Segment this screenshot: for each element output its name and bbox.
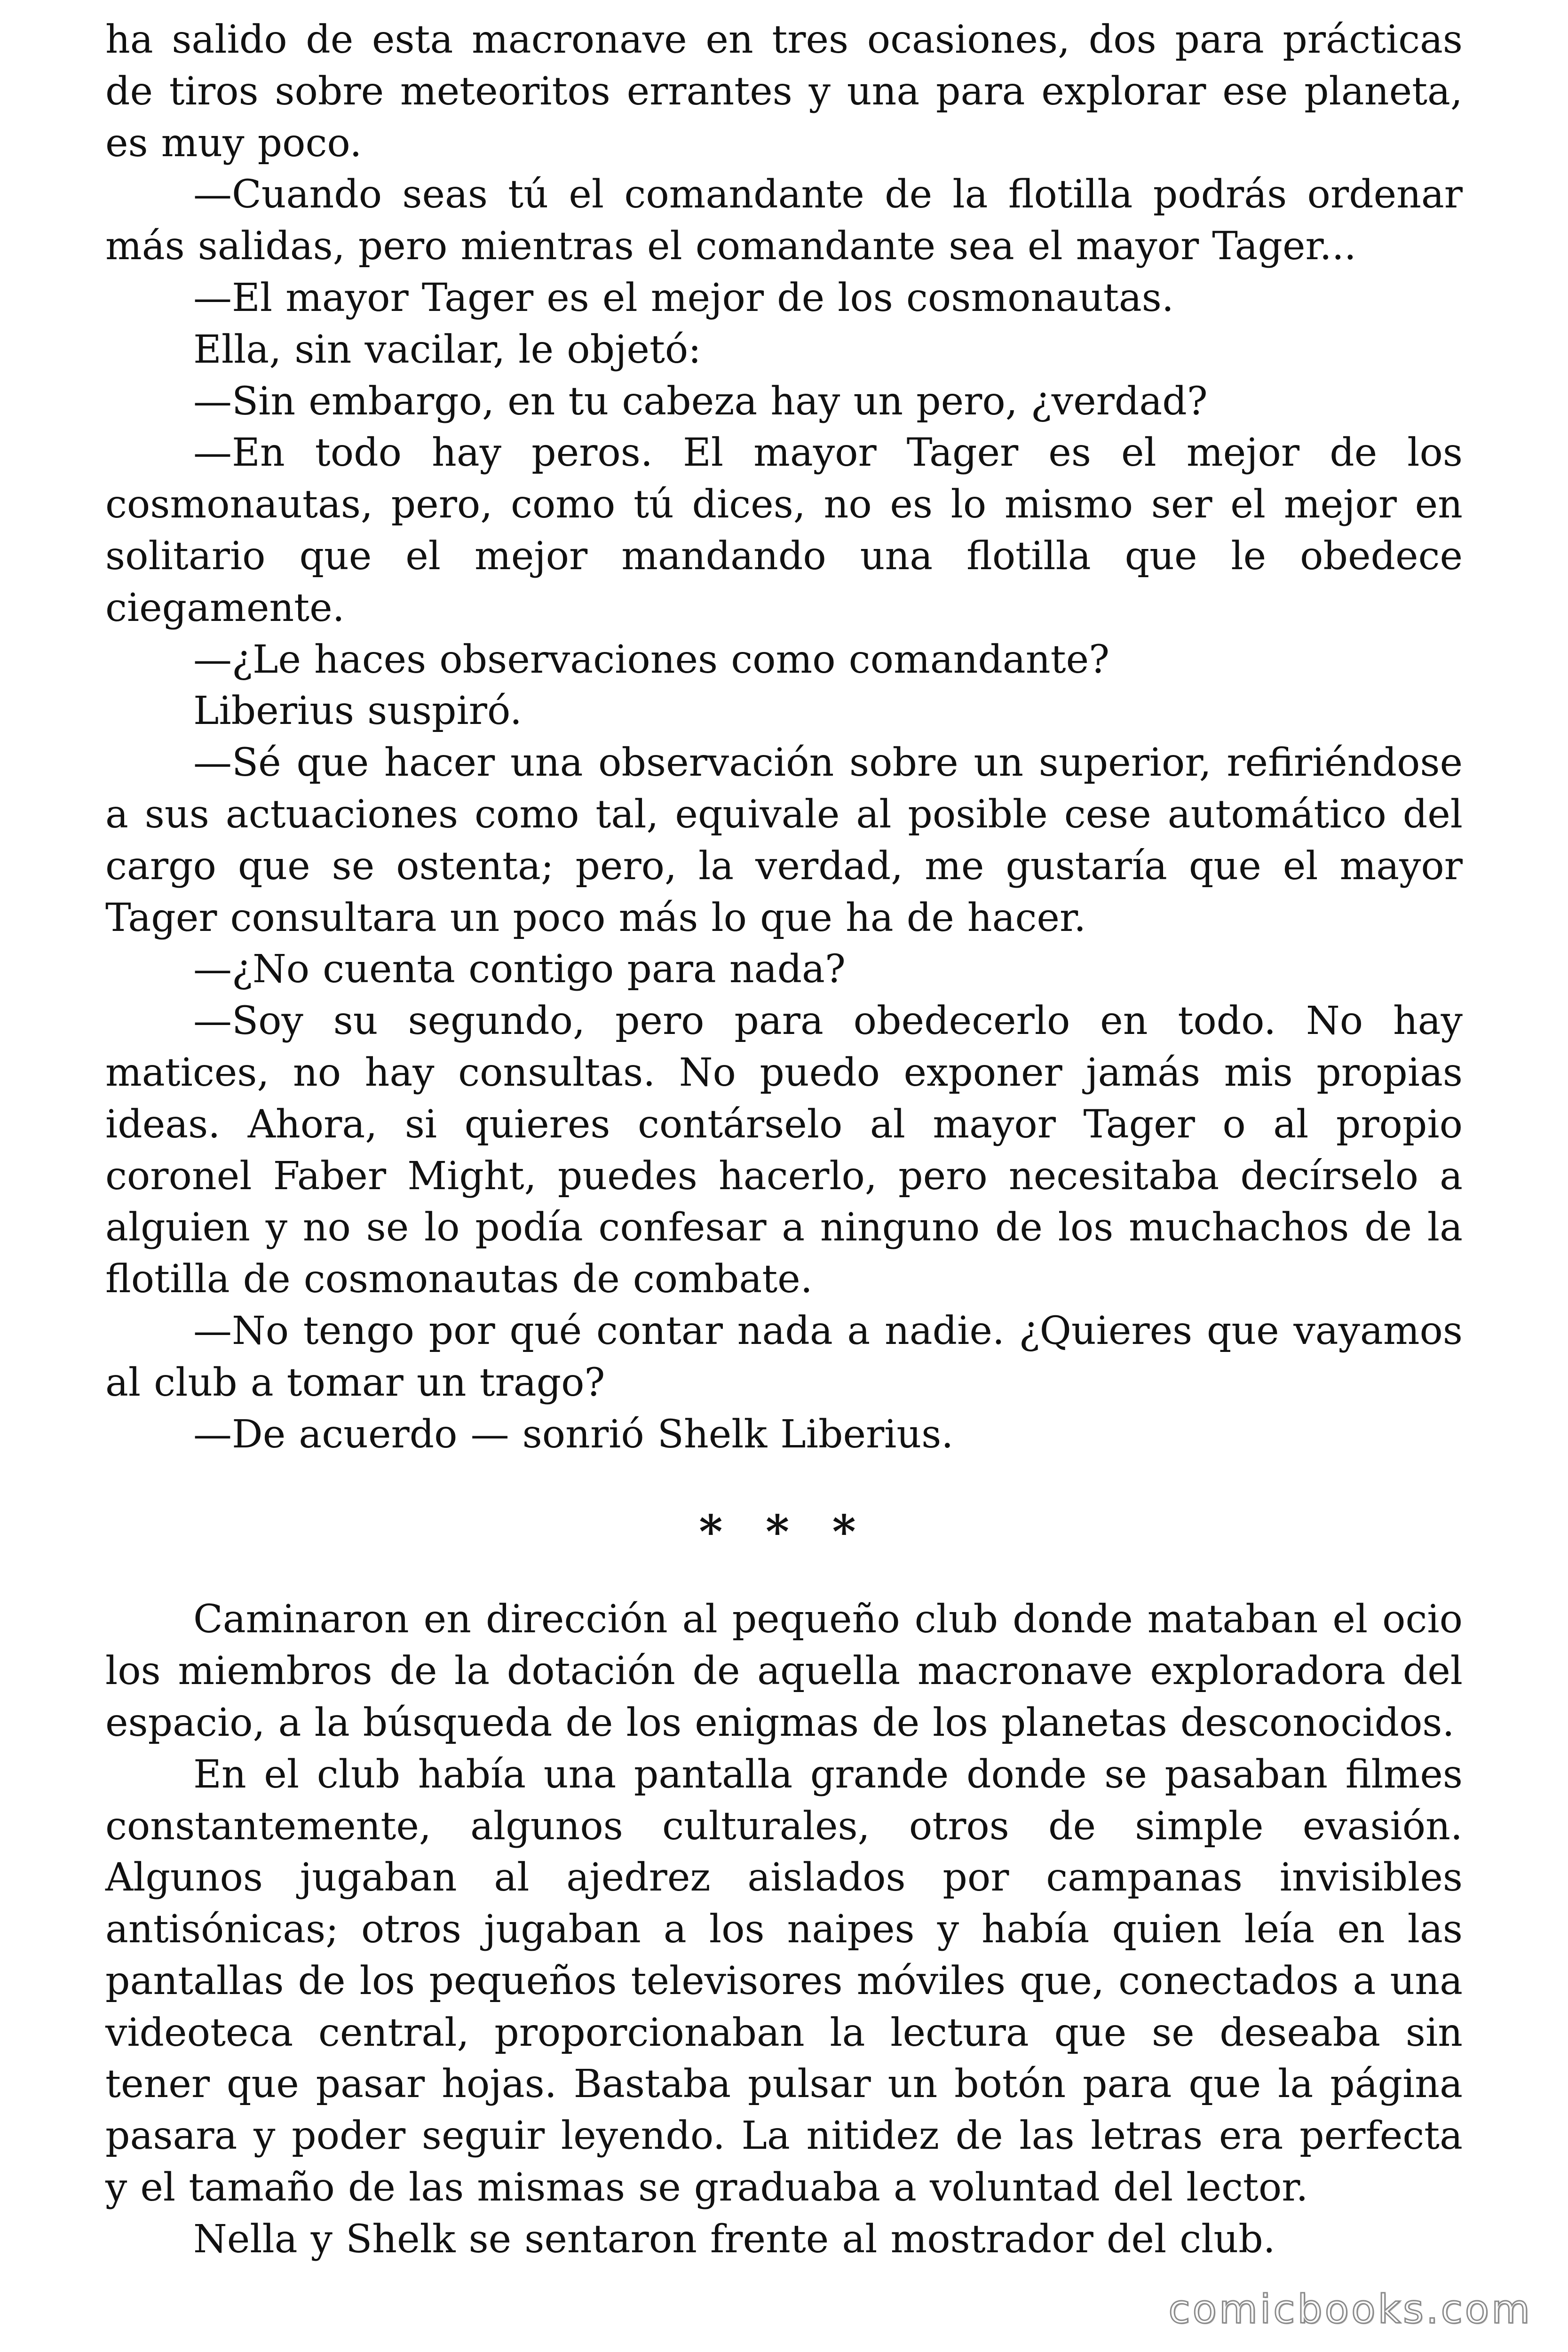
paragraph: ha salido de esta macronave en tres ocasiones, dos para prácticas de tiros sobre meteoritos errantes y una para explorar ese planeta, es muy poco. <box>105 17 1463 166</box>
paragraph: Caminaron en dirección al pequeño club donde mataban el ocio los miembros de la dotación de aquella macronave exploradora del espacio, a la búsqueda de los enigmas de los planetas desconocidos. <box>105 1597 1463 1745</box>
page-text <box>105 14 1463 2338</box>
paragraph: —¿Le haces observaciones como comandante? <box>193 637 1110 682</box>
paragraph: Nella y Shelk se sentaron frente al mostrador del club. <box>193 2217 1275 2262</box>
paragraph: Ella, sin vacilar, le objetó: <box>193 327 701 372</box>
paragraph: —Sin embargo, en tu cabeza hay un pero, ¿verdad? <box>193 379 1208 424</box>
paragraph: —No tengo por qué contar nada a nadie. ¿Quieres que vayamos al club a tomar un trago? <box>105 1308 1463 1405</box>
paragraph: —De acuerdo — sonrió Shelk Liberius. <box>193 1412 954 1457</box>
watermark: comicbooks.com <box>1168 2286 1532 2332</box>
paragraph: —Cuando seas tú el comandante de la flotilla podrás ordenar más salidas, pero mientras el comandante sea el mayor Tager... <box>105 172 1463 269</box>
paragraph: —Sé que hacer una observación sobre un superior, refiriéndose a sus actuaciones como tal, equivale al posible cese automático del cargo que se ostenta; pero, la verdad, me gustaría que el mayor Tager consultara un poco más lo que ha de hacer. <box>105 740 1463 940</box>
paragraph: —¿No cuenta contigo para nada? <box>193 947 846 992</box>
paragraph: —El mayor Tager es el mejor de los cosmonautas. <box>193 275 1174 320</box>
paragraph: —En todo hay peros. El mayor Tager es el mejor de los cosmonautas, pero, como tú dices, no es lo mismo ser el mejor en solitario que el mejor mandando una flotilla que le obedece ciegamente. <box>105 430 1463 630</box>
section-break: * * * <box>699 1505 869 1559</box>
paragraph: —Soy su segundo, pero para obedecerlo en todo. No hay matices, no hay consultas. No puedo exponer jamás mis propias ideas. Ahora, si quieres contárselo al mayor Tager o al propio coronel Faber Might, puedes hacerlo, pero necesitaba decírselo a alguien y no se lo podía confesar a ninguno de los muchachos de la flotilla de cosmonautas de combate. <box>105 999 1463 1302</box>
paragraph: Liberius suspiró. <box>193 689 522 734</box>
paragraph: En el club había una pantalla grande donde se pasaban filmes constantemente, algunos culturales, otros de simple evasión. Algunos jugaban al ajedrez aislados por campanas invisibles antisónicas; otros jugaban a los naipes y había quien leía en las pantallas de los pequeños televisores móviles que, conectados a una videoteca central, proporcionaban la lectura que se deseaba sin tener que pasar hojas. Bastaba pulsar un botón para que la página pasara y poder seguir leyendo. La nitidez de las letras era perfecta y el tamaño de las mismas se graduaba a voluntad del lector. <box>105 1752 1463 2210</box>
